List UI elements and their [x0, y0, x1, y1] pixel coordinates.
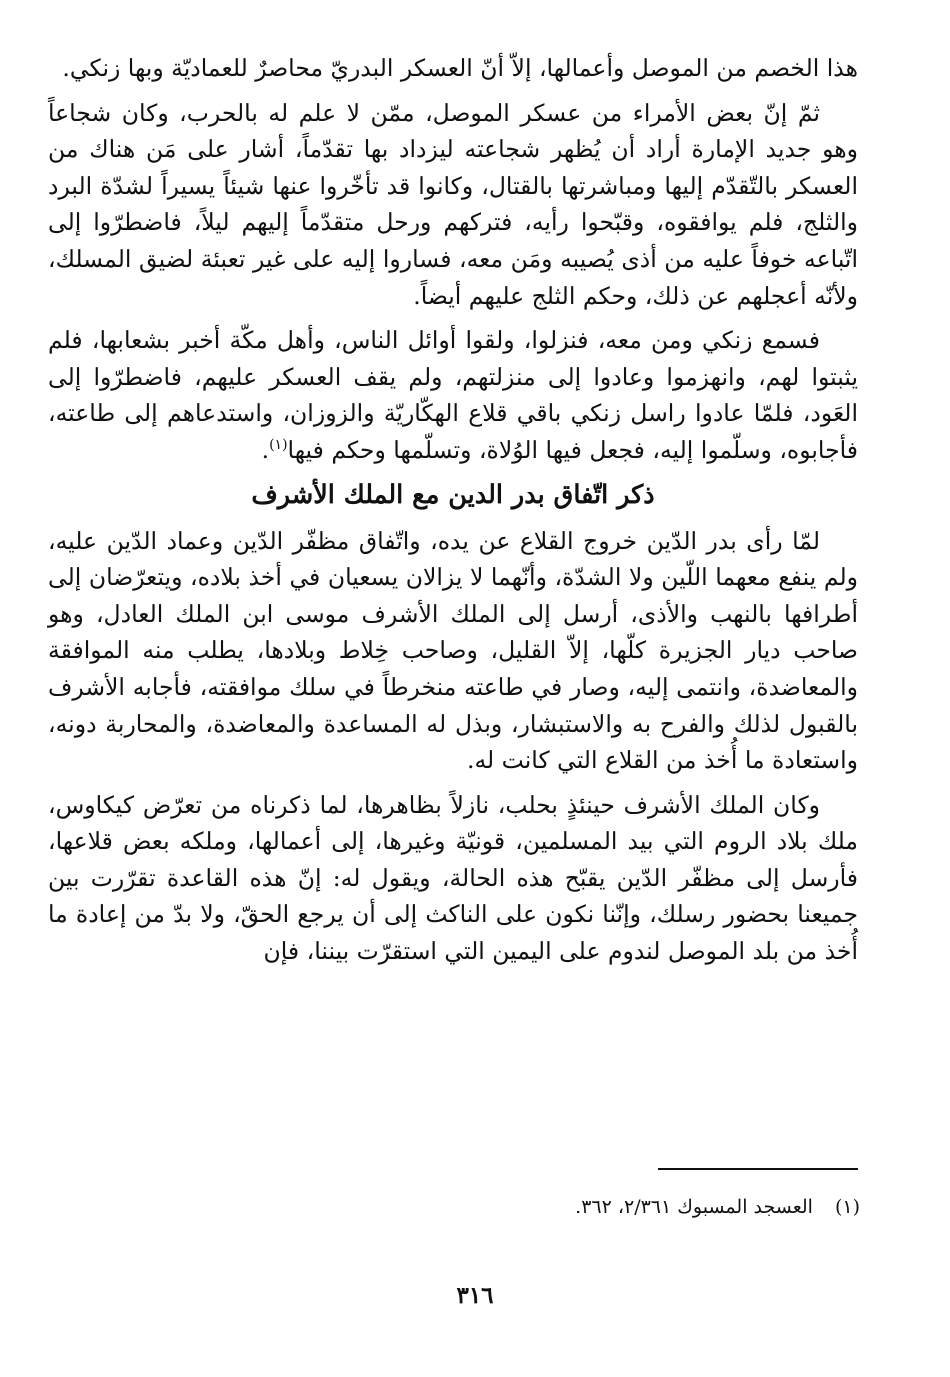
- paragraph-4: لمّا رأى بدر الدّين خروج القلاع عن يده، واتّفاق مظفّر الدّين وعماد الدّين عليه، ولم ينفع معهما اللّين ولا الشدّة، وأنّهما لا يزالان يسعيان في أخذ بلاده، ويتعرّضان إلى أطرافها بالنهب والأذى، أرسل إلى الملك الأشرف موسى ابن الملك العادل، وهو صاحب ديار الجزيرة كلّها، إلاّ القليل، وصاحب خِلاط وبلادها، يطلب منه الموافقة والمعاضدة، وانتمى إليه، وصار في طاعته منخرطاً في سلك موافقته، فأجابه الأشرف بالقبول لذلك والفرح به والاستبشار، وبذل له المساعدة والمعاضدة، والمحاربة دونه، واستعادة ما أُخذ من القلاع التي كانت له.: [48, 526, 858, 775]
- footnote: [300, 1192, 860, 1222]
- paragraph-3-text: فسمع زنكي ومن معه، فنزلوا، ولقوا أوائل الناس، وأهل مكّة أخبر بشعابها، فلم يثبتوا لهم، وانهزموا وعادوا إلى منزلتهم، ولم يقف العسكر عليهم، فاضطرّوا إلى العَود، فلمّا عادوا راسل زنكي باقي قلاع الهكّاريّة والزوزان، واستدعاهم إلى طاعته، فأجابوه، وسلّموا إليه، فجعل فيها الوُلاة، وتسلّمها وحكم فيها: [48, 326, 858, 464]
- paragraph-2: ثمّ إنّ بعض الأمراء من عسكر الموصل، ممّن لا علم له بالحرب، وكان شجاعاً وهو جديد الإمارة أراد أن يُظهر شجاعته ليزداد بها تقدّماً، أشار على مَن هناك من العسكر بالتّقدّم إليها ومباشرتها بالقتال، وكانوا قد تأخّروا عنها شيئاً يسيراً لشدّة البرد والثلج، فلم يوافقوه، وقبّحوا رأيه، فتركهم ورحل متقدّماً إليهم ليلاً، فاضطرّوا إلى اتّباعه خوفاً عليه من أذى يُصيبه ومَن معه، فساروا إليه على غير تعبئة لضيق المسلك، ولأنّه أعجلهم عن ذلك، وحكم الثلج عليهم أيضاً.: [48, 98, 858, 310]
- footnote-text: العسجد المسبوك ٢/٣٦١، ٣٦٢.: [575, 1196, 813, 1218]
- paragraph-3: [48, 322, 858, 468]
- footnote-marker: (١): [269, 437, 288, 454]
- page-number: ٣١٦: [456, 1282, 494, 1309]
- paragraph-3-end: .: [261, 435, 270, 464]
- footnote-divider: [658, 1168, 858, 1170]
- section-heading: ذكر اتّفاق بدر الدين مع الملك الأشرف: [251, 479, 655, 510]
- paragraph-1: هذا الخصم من الموصل وأعمالها، إلاّ أنّ العسكر البدريّ محاصرٌ للعماديّة وبها زنكي.: [62, 54, 858, 82]
- footnote-number: (١): [834, 1196, 860, 1218]
- paragraph-5: وكان الملك الأشرف حينئذٍ بحلب، نازلاً بظاهرها، لما ذكرناه من تعرّض كيكاوس، ملك بلاد الروم التي بيد المسلمين، قونيّة وغيرها، إلى أعمالها، وملكه بعض قلاعها، فأرسل إلى مظفّر الدّين يقبّح هذه الحالة، ويقول له: إنّ هذه القاعدة تقرّرت بين جميعنا بحضور رسلك، وإنّنا نكون على الناكث إلى أن يرجع الحقّ، ولا بدّ من إعادة ما أُخذ من بلد الموصل لندوم على اليمين التي استقرّت بيننا، فإن: [48, 790, 858, 966]
- body-text: [48, 50, 858, 970]
